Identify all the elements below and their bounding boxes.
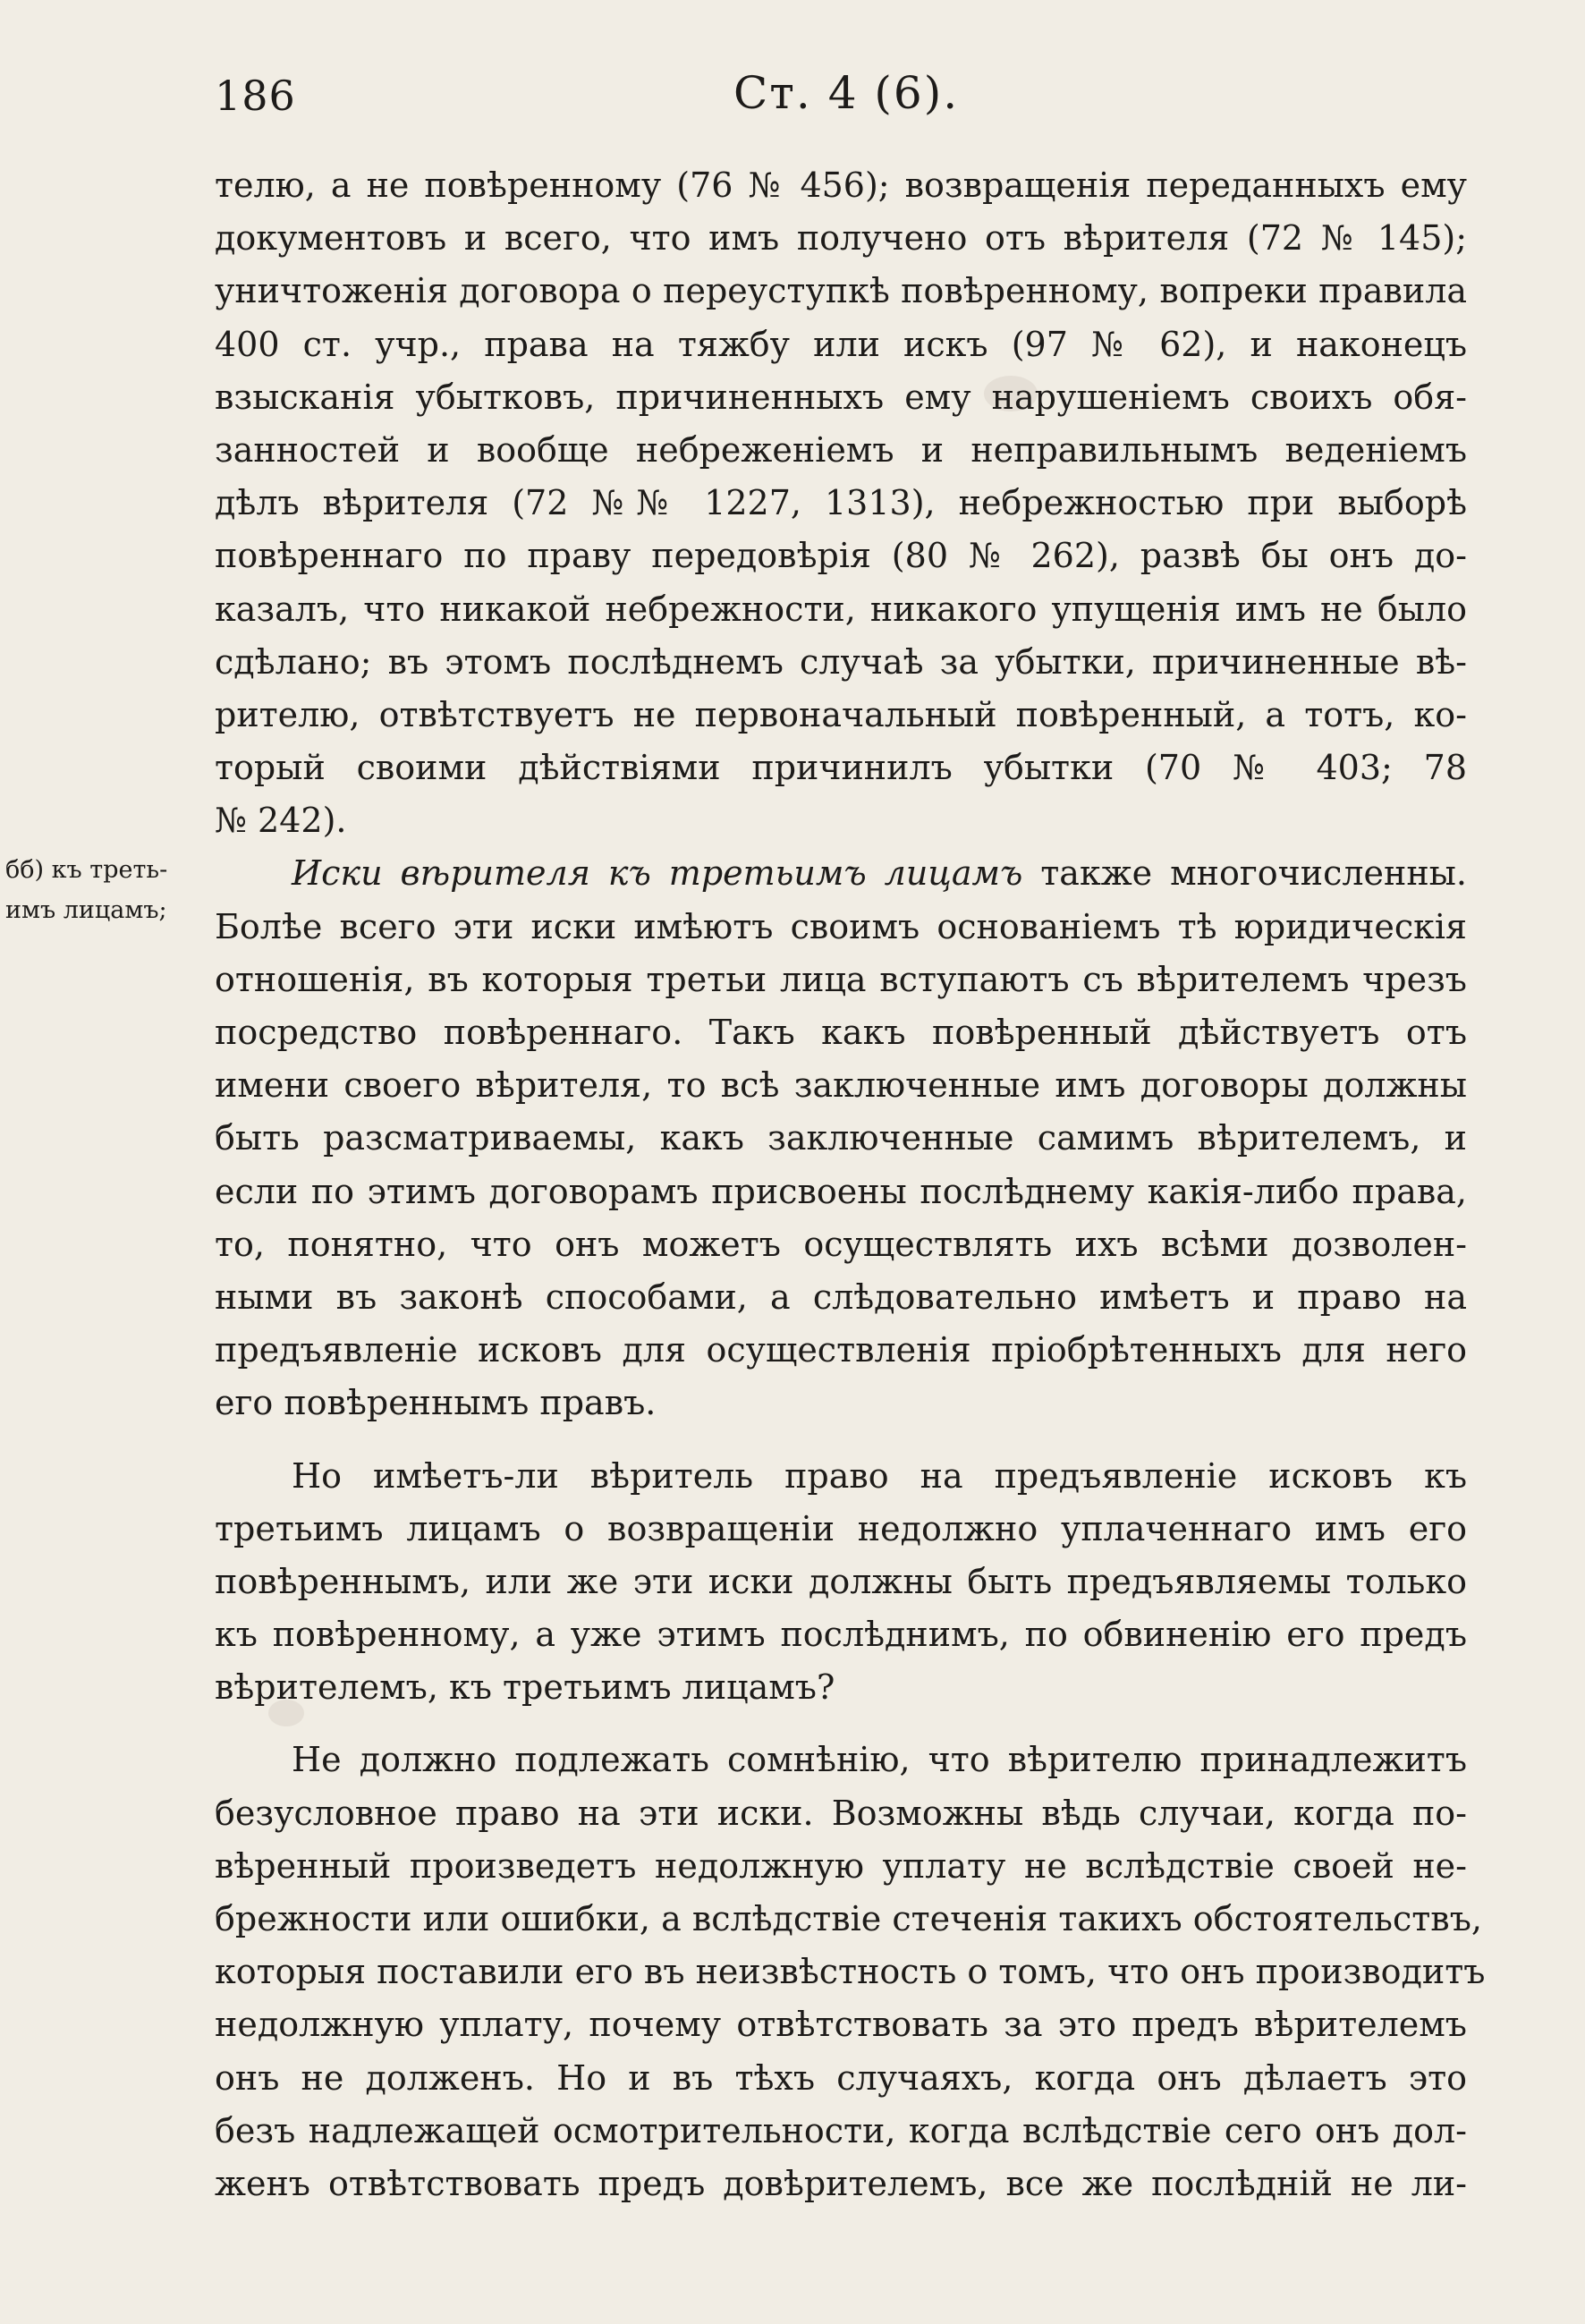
italic-lead: Иски вѣрителя къ третьимъ лицамъ (292, 853, 1023, 894)
text-line: 400 ст. учр., права на тяжбу или искъ (97 № 62), и наконецъ (215, 324, 1467, 364)
text-line: безусловное право на эти иски. Возможны вѣдь случаи, когда по- (215, 1793, 1467, 1833)
text-line: повѣреннаго по праву передовѣрія (80 № 262), развѣ бы онъ до- (215, 536, 1467, 576)
text-line: которыя поставили его въ неизвѣстность о томъ, что онъ производитъ (215, 1952, 1486, 1992)
text-line: его повѣреннымъ правъ. (215, 1383, 657, 1423)
text-line: повѣреннымъ, или же эти иски должны быть предъявляемы только (215, 1561, 1467, 1601)
text-line: если по этимъ договорамъ присвоены послѣднему какія-либо права, (215, 1171, 1467, 1211)
text-line: отношенія, въ которыя третьи лица вступаютъ съ вѣрителемъ чрезъ (215, 959, 1467, 999)
margin-note (5, 850, 207, 930)
text-line: вѣрителемъ, къ третьимъ лицамъ? (215, 1667, 835, 1708)
text-line: посредство повѣреннаго. Такъ какъ повѣренный дѣйствуетъ отъ (215, 1013, 1467, 1052)
margin-note-line: бб) къ треть- (5, 856, 168, 884)
text-line: взысканія убытковъ, причиненныхъ ему нарушеніемъ своихъ обя- (215, 377, 1467, 417)
page-number: 186 (215, 72, 296, 120)
paragraph (215, 1450, 1467, 1715)
text-line: рителю, отвѣтствуетъ не первоначальный повѣренный, а тотъ, ко- (215, 694, 1467, 734)
text-line: предъявленіе исковъ для осуществленія пріобрѣтенныхъ для него (215, 1330, 1467, 1370)
text-line: безъ надлежащей осмотрительности, когда вслѣдствіе сего онъ дол- (215, 2110, 1467, 2150)
text-line: женъ отвѣтствовать предъ довѣрителемъ, все же послѣдній не ли- (215, 2163, 1467, 2203)
text-line: дѣлъ вѣрителя (72 №№ 1227, 1313), небрежностью при выборѣ (215, 483, 1467, 523)
text-line: № 242). (215, 801, 347, 841)
text-line: быть разсматриваемы, какъ заключенные самимъ вѣрителемъ, и (215, 1118, 1467, 1158)
text-line: телю, а не повѣренному (76 № 456); возвращенія переданныхъ ему (215, 165, 1467, 205)
text-line: документовъ и всего, что имъ получено отъ вѣрителя (72 № 145); (215, 218, 1467, 259)
text-line: недолжную уплату, почему отвѣтствовать за это предъ вѣрителемъ (215, 2005, 1467, 2045)
text-line: торый своими дѣйствіями причинилъ убытки (70 № 403; 78 (215, 748, 1467, 788)
text-line: Не должно подлежать сомнѣнію, что вѣрителю принадлежитъ (292, 1740, 1467, 1780)
lead-rest: также многочисленны. (1022, 853, 1467, 894)
text-line: уничтоженія договора о переуступкѣ повѣренному, вопреки правила (215, 271, 1467, 311)
body-text (215, 159, 1486, 2210)
text-line: имени своего вѣрителя, то всѣ заключенные имъ договоры должны (215, 1065, 1467, 1106)
text-line (215, 847, 1467, 900)
running-head: Ст. 4 (6). (733, 67, 960, 119)
text-line: онъ не долженъ. Но и въ тѣхъ случаяхъ, когда онъ дѣлаетъ это (215, 2057, 1467, 2098)
text-line: казалъ, что никакой небрежности, никакого упущенія имъ не было (215, 589, 1467, 629)
text-line: третьимъ лицамъ о возвращеніи недолжно уплаченнаго имъ его (215, 1508, 1467, 1548)
text-line: къ повѣренному, а уже этимъ послѣднимъ, по обвиненію его предъ (215, 1615, 1467, 1655)
text-line: Но имѣетъ-ли вѣритель право на предъявленіе исковъ къ (292, 1455, 1467, 1496)
text-line: сдѣлано; въ этомъ послѣднемъ случаѣ за убытки, причиненные вѣ- (215, 641, 1467, 682)
paragraph (215, 847, 1467, 1429)
paragraph (215, 1734, 1486, 2210)
text-line: брежности или ошибки, а вслѣдствіе стеченія такихъ обстоятельствъ, (215, 1899, 1482, 1938)
margin-note-line: имъ лицамъ; (5, 896, 167, 924)
paragraph (215, 159, 1467, 847)
text-line: Болѣе всего эти иски имѣютъ своимъ основаніемъ тѣ юридическія (215, 906, 1467, 946)
text-line: занностей и вообще небреженіемъ и неправильнымъ веденіемъ (215, 429, 1467, 470)
text-line: вѣренный произведетъ недолжную уплату не вслѣдствіе своей не- (215, 1845, 1467, 1886)
text-line: ными въ законѣ способами, а слѣдовательно имѣетъ и право на (215, 1277, 1467, 1317)
text-line: то, понятно, что онъ можетъ осуществлять ихъ всѣми дозволен- (215, 1224, 1467, 1264)
